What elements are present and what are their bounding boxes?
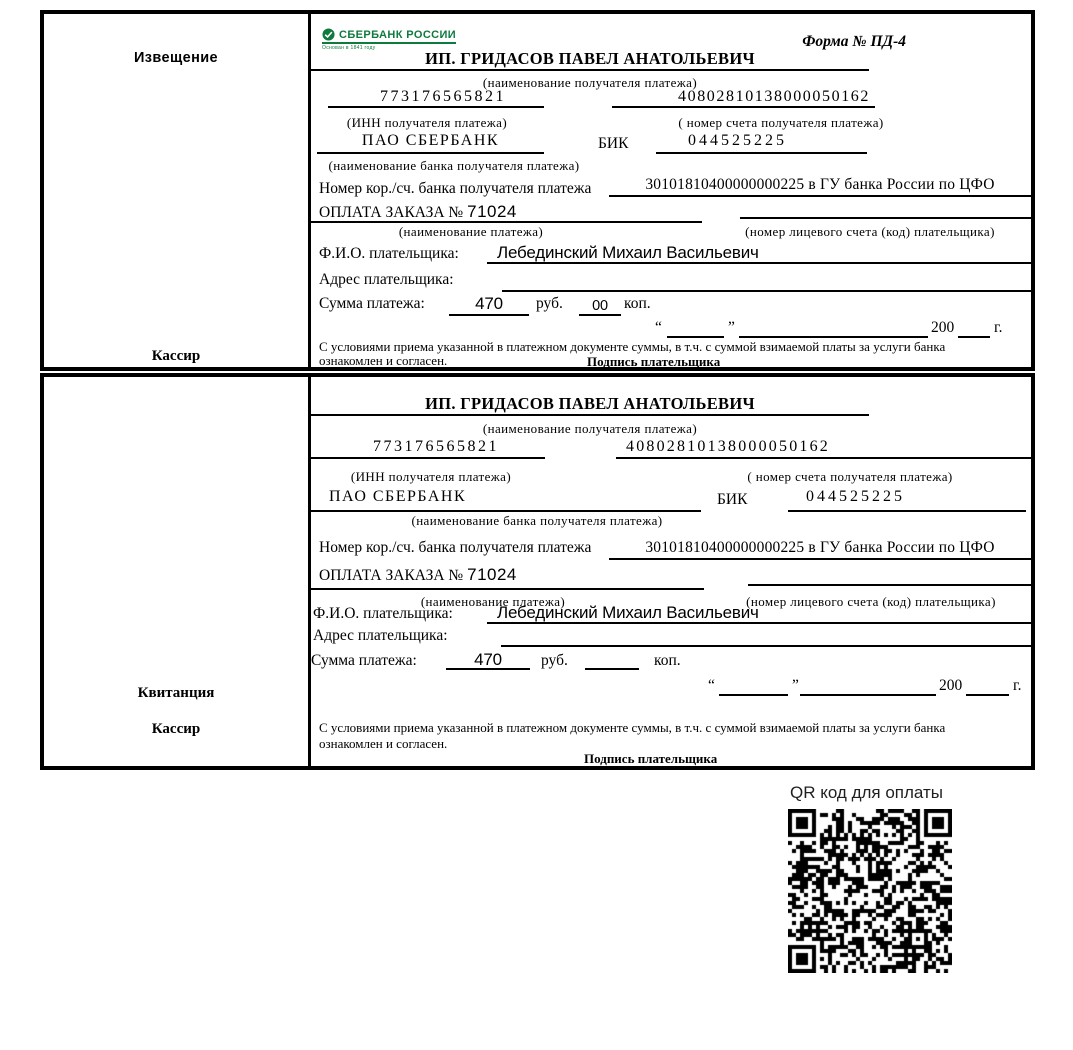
account-caption: ( номер счета получателя платежа)	[678, 115, 884, 130]
kop-label: коп.	[624, 295, 651, 312]
payer-address-value	[501, 626, 1031, 647]
account-value: 40802810138000050162	[616, 438, 1031, 459]
amount-rub-value: 470	[449, 294, 529, 316]
payment-purpose-text: ОПЛАТА ЗАКАЗА №	[319, 204, 464, 221]
recipient-name-value: ИП. ГРИДАСОВ ПАВЕЛ АНАТОЛЬЕВИЧ	[311, 44, 869, 71]
payment-name-line	[311, 588, 704, 590]
payer-address-label: Адрес плательщика:	[319, 271, 454, 288]
date-quote-close: ”	[728, 319, 735, 336]
form-number: Форма № ПД-4	[802, 33, 906, 50]
amount-rub-value: 470	[446, 650, 530, 670]
receipt-side-column	[44, 377, 311, 766]
payer-name-label: Ф.И.О. плательщика:	[313, 605, 453, 622]
cashier-label: Кассир	[151, 721, 201, 737]
payer-name-value: Лебединский Михаил Васильевич	[487, 603, 1031, 624]
corr-account-value: 30101810400000000225 в ГУ банка России по ЦФО	[609, 537, 1031, 560]
date-month-line	[739, 336, 928, 338]
payment-purpose-text: ОПЛАТА ЗАКАЗА №	[319, 567, 464, 584]
payer-code-caption: (номер лицевого счета (код) плательщика)	[745, 224, 995, 239]
order-number-value: 71024	[467, 202, 517, 221]
date-year-line	[966, 694, 1009, 696]
payment-purpose-value	[319, 203, 517, 222]
recipient-caption: (наименование получателя платежа)	[482, 421, 698, 436]
date-year-prefix: 200	[931, 319, 955, 336]
date-day-line	[667, 336, 724, 338]
account-caption: ( номер счета получателя платежа)	[747, 469, 953, 484]
bank-logo-name: СБЕРБАНК РОССИИ	[339, 28, 457, 41]
payer-address-label: Адрес плательщика:	[313, 627, 448, 644]
inn-caption: (ИНН получателя платежа)	[346, 115, 508, 130]
payer-code-line	[748, 584, 1031, 586]
payment-purpose-value	[319, 566, 517, 585]
amount-label: Сумма платежа:	[319, 295, 425, 312]
rub-label: руб.	[541, 652, 568, 669]
payer-name-value: Лебединский Михаил Васильевич	[487, 243, 1031, 264]
receipt-section	[40, 373, 1035, 770]
receipt-form-body	[311, 377, 1031, 766]
agreement-line-2: ознакомлен и согласен.	[319, 736, 448, 751]
payer-signature-label: Подпись плательщика	[587, 354, 721, 369]
recipient-name-value: ИП. ГРИДАСОВ ПАВЕЛ АНАТОЛЬЕВИЧ	[311, 393, 869, 416]
rub-label: руб.	[536, 295, 563, 312]
bank-name-caption: (наименование банка получателя платежа)	[328, 158, 580, 173]
payer-code-line	[740, 217, 1031, 219]
payer-signature-label: Подпись плательщика	[584, 751, 718, 766]
payer-name-label: Ф.И.О. плательщика:	[319, 245, 459, 262]
payer-address-value	[502, 271, 1031, 292]
qr-code	[788, 809, 952, 973]
recipient-caption: (наименование получателя платежа)	[482, 75, 698, 90]
receipt-label: Квитанция	[137, 685, 215, 701]
date-year-suffix: г.	[994, 319, 1003, 336]
date-quote-open: “	[655, 319, 662, 336]
corr-account-value: 30101810400000000225 в ГУ банка России по ЦФО	[609, 174, 1031, 197]
account-value: 40802810138000050162	[612, 88, 875, 108]
agreement-line-1: С условиями приема указанной в платежном документе суммы, в т.ч. с суммой взимаемой платы за услуги банка	[319, 720, 946, 735]
payer-code-caption: (номер лицевого счета (код) плательщика)	[746, 594, 996, 609]
date-year-prefix: 200	[939, 677, 963, 694]
sberbank-logo-icon	[322, 28, 335, 41]
bik-value: 044525225	[656, 132, 867, 154]
bik-value: 044525225	[788, 488, 1026, 512]
corr-account-label: Номер кор./сч. банка получателя платежа	[319, 180, 592, 197]
notice-side-column	[44, 14, 311, 367]
kop-label: коп.	[654, 652, 681, 669]
payment-name-line	[311, 221, 702, 223]
sberbank-logo-row	[322, 28, 456, 44]
amount-label: Сумма платежа:	[311, 652, 417, 669]
date-quote-open: “	[708, 677, 715, 694]
bik-label: БИК	[717, 491, 748, 508]
inn-value: 773176565821	[311, 438, 545, 459]
inn-caption: (ИНН получателя платежа)	[350, 469, 512, 484]
date-month-line	[800, 694, 936, 696]
amount-kop-value	[585, 652, 639, 670]
bik-label: БИК	[598, 135, 629, 152]
date-year-suffix: г.	[1013, 677, 1022, 694]
date-quote-close: ”	[792, 677, 799, 694]
notice-form-body	[311, 14, 1031, 367]
payment-name-caption: (наименование платежа)	[420, 594, 566, 609]
bank-name-value: ПАО СБЕРБАНК	[317, 132, 544, 154]
corr-account-label: Номер кор./сч. банка получателя платежа	[319, 539, 592, 556]
bank-logo-tagline: Основан в 1841 году	[322, 45, 376, 51]
bank-name-value: ПАО СБЕРБАНК	[311, 488, 701, 512]
order-number-value: 71024	[467, 565, 517, 584]
inn-value: 773176565821	[328, 88, 544, 108]
agreement-line-2: ознакомлен и согласен.	[319, 353, 448, 368]
payment-name-caption: (наименование платежа)	[398, 224, 544, 239]
amount-kop-value: 00	[579, 298, 621, 316]
date-year-line	[958, 336, 990, 338]
notice-label: Извещение	[133, 50, 219, 66]
date-day-line	[719, 694, 788, 696]
bank-name-caption: (наименование банка получателя платежа)	[411, 513, 663, 528]
notice-section	[40, 10, 1035, 371]
cashier-label: Кассир	[151, 348, 201, 364]
agreement-line-1: С условиями приема указанной в платежном документе суммы, в т.ч. с суммой взимаемой платы за услуги банка	[319, 339, 946, 354]
qr-label: QR код для оплаты	[790, 783, 944, 802]
